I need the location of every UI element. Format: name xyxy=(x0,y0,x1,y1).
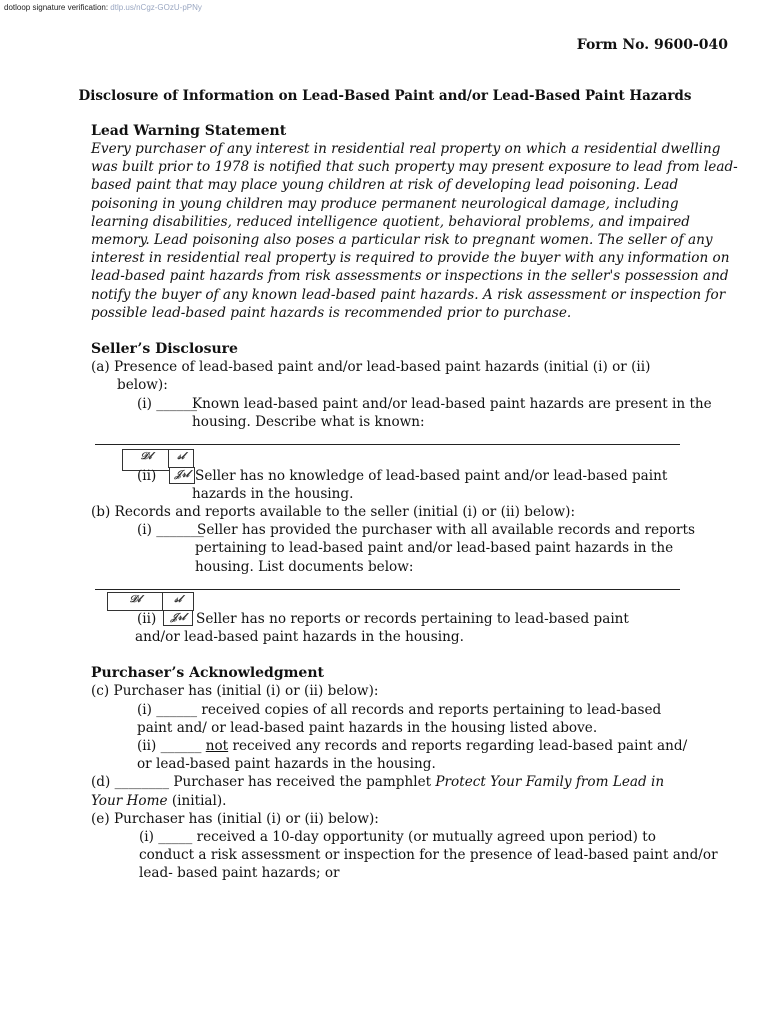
purchaser-e-i-line1: (i) _____ received a 10-day opportunity (or mutually agreed upon period) to xyxy=(139,829,656,845)
purchaser-c-i-line1: (i) ______ received copies of all records and reports pertaining to lead-based xyxy=(137,702,662,718)
seller-a-ii-line2: hazards in the housing. xyxy=(192,486,354,502)
purchaser-c-ii-pre: (ii) ______ xyxy=(137,738,206,754)
initial-stamp xyxy=(107,592,163,611)
warning-line: interest in residential real property is required to provide the buyer with any information on xyxy=(91,250,730,267)
initial-signature-icon: 𝒟𝓁 xyxy=(140,451,152,462)
purchaser-d-line1 xyxy=(91,773,664,791)
initial-signature-icon: 𝒥𝓇𝓁 xyxy=(174,469,190,480)
warning-line: possible lead-based paint hazards is recommended prior to purchase. xyxy=(91,304,572,321)
purchaser-c-line1: (c) Purchaser has (initial (i) or (ii) below): xyxy=(91,683,379,699)
seller-b-ii-line1: Seller has no reports or records pertaining to lead-based paint xyxy=(196,611,629,627)
initial-stamp xyxy=(168,449,194,468)
initial-stamp xyxy=(169,467,195,484)
describe-line[interactable] xyxy=(95,444,680,445)
purchaser-d-pamphlet: Protect Your Family from Lead in xyxy=(435,774,665,790)
warning-line: lead-based paint hazards from risk assessments or inspections in the seller's possession and xyxy=(91,268,729,285)
warning-line: Every purchaser of any interest in residential real property on which a residential dwelling xyxy=(91,141,721,157)
page-title: Disclosure of Information on Lead-Based Paint and/or Lead-Based Paint Hazards xyxy=(78,88,692,104)
initial-signature-icon: 𝓈𝓁 xyxy=(174,594,182,605)
seller-a-i-label: (i) ______ xyxy=(137,396,198,412)
seller-a-i-line2: housing. Describe what is known: xyxy=(192,414,425,430)
purchaser-d-pamphlet2: Your Home xyxy=(91,793,168,809)
purchaser-d-pre: (d) ________ Purchaser has received the pamphlet xyxy=(91,774,436,790)
seller-b-i-line3: housing. List documents below: xyxy=(195,559,414,575)
warning-heading: Lead Warning Statement xyxy=(91,123,287,139)
purchaser-e-line1: (e) Purchaser has (initial (i) or (ii) below): xyxy=(91,811,379,827)
seller-a-line2: below): xyxy=(117,377,168,393)
purchaser-c-ii-post: received any records and reports regarding lead-based paint and/ xyxy=(228,738,688,754)
initial-signature-icon: 𝓈𝓁 xyxy=(177,451,185,462)
seller-b-line1: (b) Records and reports available to the seller (initial (i) or (ii) below): xyxy=(91,504,576,520)
documents-line[interactable] xyxy=(95,589,680,590)
seller-b-ii-line2: and/or lead-based paint hazards in the housing. xyxy=(135,629,464,645)
seller-a-line1: (a) Presence of lead-based paint and/or lead-based paint hazards (initial (i) or (ii) xyxy=(91,359,651,375)
purchaser-heading: Purchaser’s Acknowledgment xyxy=(91,665,324,681)
purchaser-d-line2 xyxy=(91,792,227,810)
purchaser-e-i-line2: conduct a risk assessment or inspection for the presence of lead-based paint and/or xyxy=(139,847,718,863)
seller-a-i-line1: Known lead-based paint and/or lead-based paint hazards are present in the xyxy=(192,396,712,412)
purchaser-c-ii-not: not xyxy=(205,738,229,754)
warning-paragraph xyxy=(91,140,738,322)
seller-a-ii-line1: Seller has no knowledge of lead-based paint and/or lead-based paint xyxy=(195,468,668,484)
seller-b-i-line2: pertaining to lead-based paint and/or lead-based paint hazards in the xyxy=(195,540,674,556)
warning-line: learning disabilities, reduced intelligence quotient, behavioral problems, and impaired xyxy=(91,213,690,230)
seller-b-i-label: (i) _______ xyxy=(137,522,204,538)
seller-heading: Seller’s Disclosure xyxy=(91,341,238,357)
purchaser-c-ii-line1 xyxy=(137,737,687,755)
purchaser-d-post: (initial). xyxy=(167,793,227,809)
verification-link[interactable]: dtlp.us/nCgz-GOzU-pPNy xyxy=(110,3,202,12)
initial-signature-icon: 𝒥𝓇𝓁 xyxy=(170,612,186,623)
seller-a-ii-label: (ii) xyxy=(137,468,157,484)
verification-label: dotloop signature verification: xyxy=(4,3,109,12)
initial-signature-icon: 𝒟𝓁 xyxy=(129,594,141,605)
warning-line: memory. Lead poisoning also poses a particular risk to pregnant women. The seller of any xyxy=(91,232,713,249)
purchaser-c-i-line2: paint and/ or lead-based paint hazards in the housing listed above. xyxy=(137,720,598,736)
warning-line: based paint that may place young children at risk of developing lead poisoning. Lead xyxy=(91,177,679,194)
warning-line: was built prior to 1978 is notified that such property may present exposure to lead from lead- xyxy=(91,159,738,176)
warning-line: poisoning in young children may produce permanent neurological damage, including xyxy=(91,195,679,212)
initial-stamp xyxy=(163,610,193,626)
dotloop-verification xyxy=(4,3,202,12)
purchaser-c-ii-line2: or lead-based paint hazards in the housing. xyxy=(137,756,436,772)
seller-b-i-line1: Seller has provided the purchaser with all available records and reports xyxy=(197,522,695,538)
initial-stamp xyxy=(162,592,194,611)
form-number: Form No. 9600-040 xyxy=(576,37,728,53)
purchaser-e-i-line3: lead- based paint hazards; or xyxy=(139,865,340,881)
warning-line: notify the buyer of any known lead-based paint hazards. A risk assessment or inspection for xyxy=(91,286,726,303)
seller-b-ii-label: (ii) xyxy=(137,611,157,627)
